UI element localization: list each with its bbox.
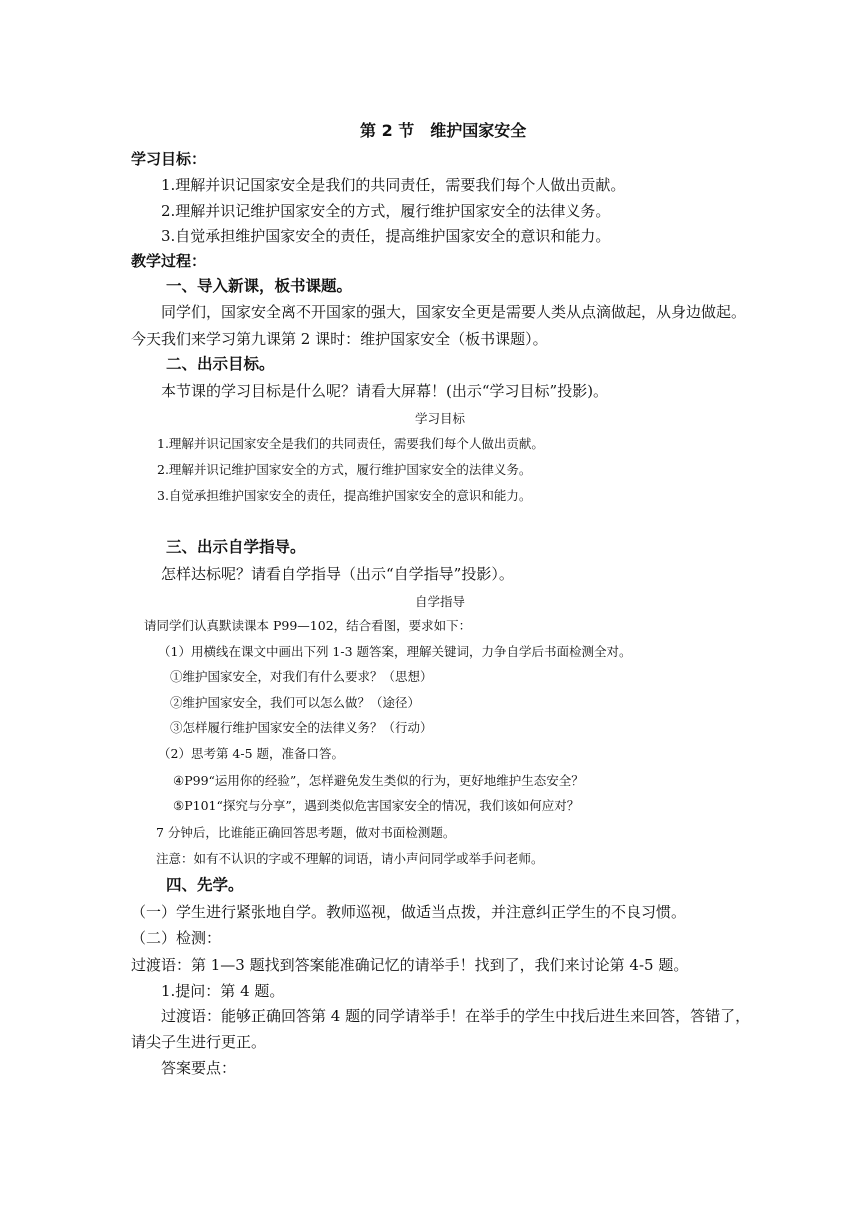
section-heading: 一、导入新课，板书课题。: [166, 277, 353, 295]
section-heading: 四、先学。: [166, 876, 244, 894]
guide-line: ④P99“运用你的经验”，怎样避免发生类似的行为，更好地维护生态安全？: [173, 773, 584, 788]
paragraph: 请尖子生进行更正。: [131, 1033, 267, 1051]
guide-line: ③怎样履行维护国家安全的法律义务？（行动）: [170, 720, 433, 735]
paragraph: 答案要点：: [161, 1059, 237, 1077]
guide-line: ②维护国家安全，我们可以怎么做？（途径）: [170, 695, 421, 710]
guide-line: 注意：如有不认识的字或不理解的词语，请小声问同学或举手问老师。: [156, 851, 544, 866]
guide-line: ①维护国家安全，对我们有什么要求？（思想）: [170, 669, 433, 684]
paragraph: 本节课的学习目标是什么呢？请看大屏幕！(出示“学习目标”投影)。: [161, 382, 609, 400]
guide-line: ⑤P101“探究与分享”，遇到类似危害国家安全的情况，我们该如何应对？: [173, 798, 580, 813]
guide-line: （2）思考第 4-5 题，准备口答。: [158, 746, 345, 761]
goals-heading: 学习目标：: [131, 150, 207, 168]
paragraph: 1.提问：第 4 题。: [161, 982, 285, 1000]
goal-item: 1.理解并识记国家安全是我们的共同责任，需要我们每个人做出贡献。: [161, 176, 626, 194]
paragraph: 过渡语：能够正确回答第 4 题的同学请举手！在举手的学生中找后进生来回答，答错了，: [161, 1007, 751, 1025]
projection-title: 自学指导: [414, 594, 465, 609]
goal-item: 3.自觉承担维护国家安全的责任，提高维护国家安全的意识和能力。: [161, 227, 611, 245]
guide-line: 请同学们认真默读课本 P99—102，结合看图，要求如下：: [144, 618, 472, 633]
paragraph: 同学们，国家安全离不开国家的强大，国家安全更是需要人类从点滴做起，从身边做起。: [161, 303, 747, 321]
paragraph: （二）检测：: [131, 929, 222, 947]
goal-item: 2.理解并识记维护国家安全的方式，履行维护国家安全的法律义务。: [161, 202, 611, 220]
guide-line: 7 分钟后，比谁能正确回答思考题，做对书面检测题。: [156, 825, 456, 840]
projection-item: 3.自觉承担维护国家安全的责任，提高维护国家安全的意识和能力。: [157, 488, 532, 503]
section-heading: 三、出示自学指导。: [166, 538, 306, 556]
paragraph: 今天我们来学习第九课第 2 课时：维护国家安全（板书课题）。: [131, 330, 548, 348]
guide-line: （1）用横线在课文中画出下列 1-3 题答案，理解关键词，力争自学后书面检测全对。: [158, 644, 632, 659]
paragraph: （一）学生进行紧张地自学。教师巡视，做适当点拨，并注意纠正学生的不良习惯。: [131, 903, 687, 921]
projection-item: 2.理解并识记维护国家安全的方式，履行维护国家安全的法律义务。: [157, 462, 532, 477]
projection-item: 1.理解并识记国家安全是我们的共同责任，需要我们每个人做出贡献。: [157, 436, 544, 451]
paragraph: 过渡语：第 1—3 题找到答案能准确记忆的请举手！找到了，我们来讨论第 4-5 题。: [131, 956, 689, 974]
process-heading: 教学过程：: [131, 252, 207, 270]
page-title: 第 2 节 维护国家安全: [360, 121, 527, 140]
projection-title: 学习目标: [414, 411, 465, 426]
paragraph: 怎样达标呢？请看自学指导（出示“自学指导”投影）。: [161, 565, 514, 583]
section-heading: 二、出示目标。: [166, 355, 275, 373]
